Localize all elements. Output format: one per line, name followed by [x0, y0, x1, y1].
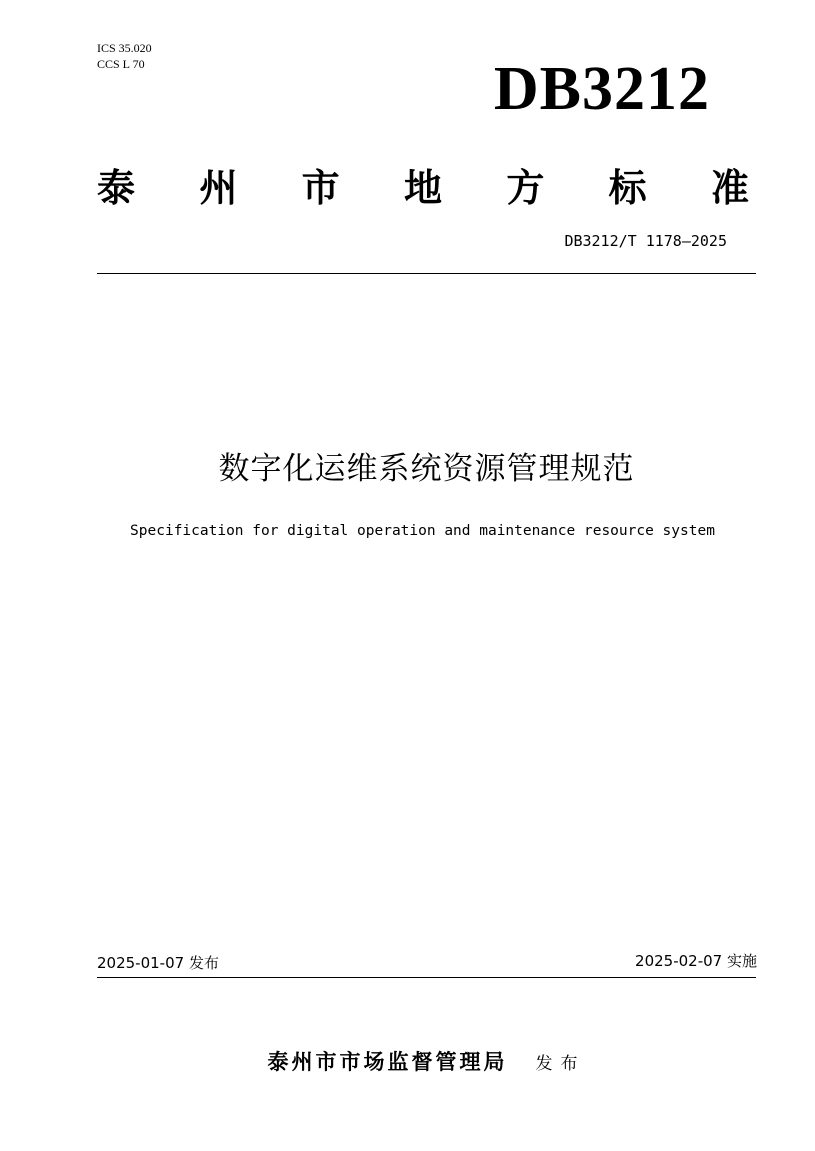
standard-number: DB3212/T 1178—2025: [564, 232, 727, 250]
standard-type-char: 市: [301, 165, 340, 210]
standard-type-char: 泰: [97, 165, 136, 210]
standard-type-char: 方: [506, 165, 545, 210]
issuer-name: 泰州市市场监督管理局: [267, 1049, 508, 1074]
chinese-title: 数字化运维系统资源管理规范: [218, 451, 635, 487]
classification-block: [97, 40, 152, 72]
english-title: Specification for digital operation and maintenance resource system: [130, 523, 715, 539]
standard-type-char: 准: [710, 165, 749, 210]
bottom-divider: [97, 977, 756, 978]
top-divider: [97, 273, 756, 274]
issuer-action: 发布: [535, 1054, 586, 1074]
publish-date: 2025-01-07 发布: [97, 954, 219, 972]
standard-type-char: 地: [403, 165, 442, 210]
ics-code: ICS 35.020: [97, 41, 152, 55]
standard-type-heading: [97, 160, 749, 216]
standard-type-char: 州: [199, 165, 238, 210]
standard-code: DB3212: [493, 55, 710, 123]
standard-type-char: 标: [608, 165, 647, 210]
ccs-code: CCS L 70: [97, 57, 145, 71]
implement-date: 2025-02-07 实施: [635, 952, 757, 970]
issuer-line: [97, 1044, 756, 1082]
